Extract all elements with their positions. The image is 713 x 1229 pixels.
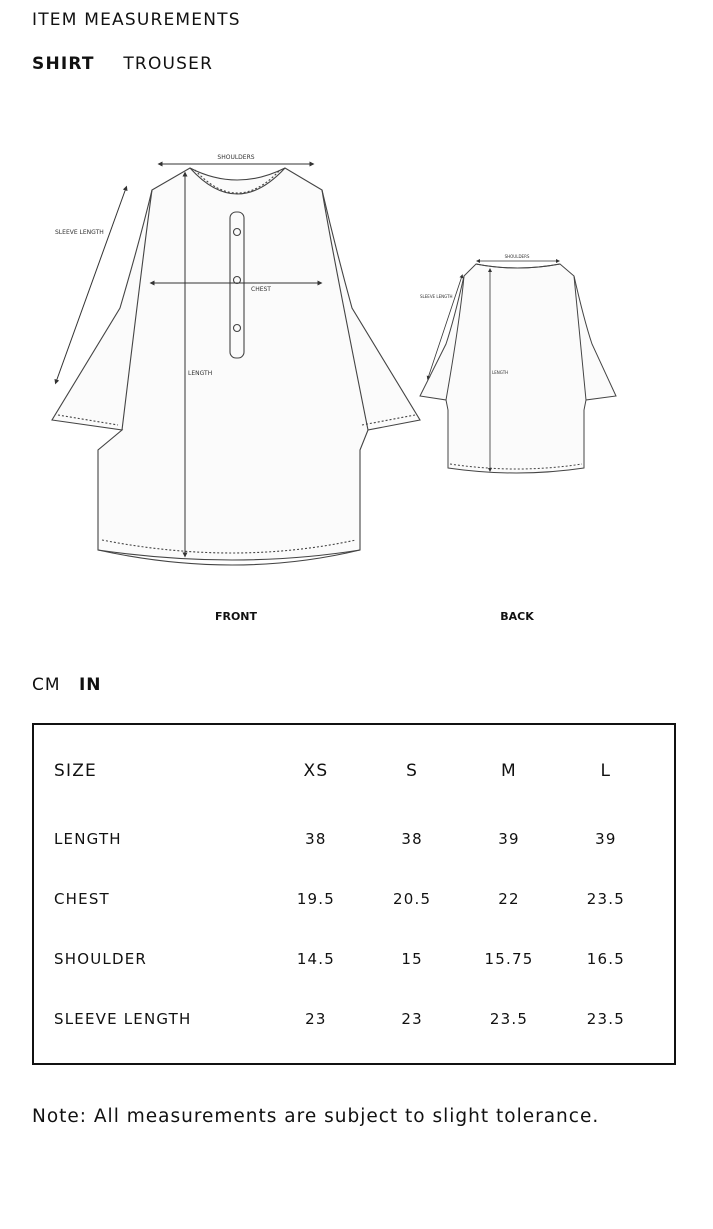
- back-length-label: LENGTH: [492, 370, 509, 375]
- front-shirt-drawing: [52, 168, 420, 565]
- row-label-sleeve-length: SLEEVE LENGTH: [54, 1010, 192, 1028]
- header-l: L: [600, 761, 612, 781]
- table-cell: 38: [401, 830, 423, 848]
- table-cell: 22: [498, 890, 520, 908]
- table-row: [54, 869, 654, 929]
- front-length-label: LENGTH: [188, 370, 213, 377]
- table-row: [54, 989, 654, 1049]
- header-size: SIZE: [54, 761, 97, 781]
- header-xs: XS: [303, 761, 329, 781]
- row-label-length: LENGTH: [54, 830, 122, 848]
- size-table-header: [54, 751, 654, 809]
- unit-cm-option[interactable]: CM: [32, 675, 61, 695]
- header-m: M: [501, 761, 517, 781]
- table-cell: 15: [401, 950, 423, 968]
- unit-toggle: [32, 675, 114, 695]
- tolerance-note: Note: All measurements are subject to slight tolerance.: [32, 1106, 600, 1127]
- table-cell: 23.5: [586, 890, 625, 908]
- garment-tabs: [32, 54, 235, 74]
- size-chart: [32, 723, 676, 1065]
- table-row: [54, 929, 654, 989]
- table-cell: 20.5: [393, 890, 432, 908]
- front-shoulders-label: SHOULDERS: [217, 154, 255, 161]
- back-sleeve-label: SLEEVE LENGTH: [420, 294, 453, 299]
- table-cell: 23.5: [489, 1010, 529, 1028]
- page-title: ITEM MEASUREMENTS: [32, 10, 241, 30]
- header-s: S: [406, 761, 419, 781]
- front-caption: FRONT: [214, 610, 258, 623]
- back-caption: BACK: [500, 610, 534, 623]
- table-cell: 23: [305, 1010, 327, 1028]
- front-sleeve-label: SLEEVE LENGTH: [55, 229, 104, 236]
- table-cell: 15.75: [484, 950, 534, 968]
- back-shoulders-label: SHOULDERS: [504, 254, 530, 259]
- unit-in-option[interactable]: IN: [78, 675, 102, 695]
- row-label-chest: CHEST: [54, 890, 110, 908]
- row-label-shoulder: SHOULDER: [54, 950, 147, 968]
- table-cell: 16.5: [586, 950, 625, 968]
- table-cell: 23: [401, 1010, 423, 1028]
- table-cell: 38: [305, 830, 327, 848]
- measurement-diagram: [0, 130, 713, 630]
- table-row: [54, 809, 654, 869]
- size-table: [54, 751, 654, 1049]
- tab-trouser[interactable]: TROUSER: [123, 54, 214, 74]
- table-cell: 23.5: [586, 1010, 625, 1028]
- front-chest-label: CHEST: [251, 286, 271, 293]
- table-cell: 39: [595, 830, 617, 848]
- table-cell: 14.5: [296, 950, 336, 968]
- table-cell: 19.5: [296, 890, 336, 908]
- tab-shirt[interactable]: SHIRT: [32, 54, 95, 74]
- table-cell: 39: [498, 830, 520, 848]
